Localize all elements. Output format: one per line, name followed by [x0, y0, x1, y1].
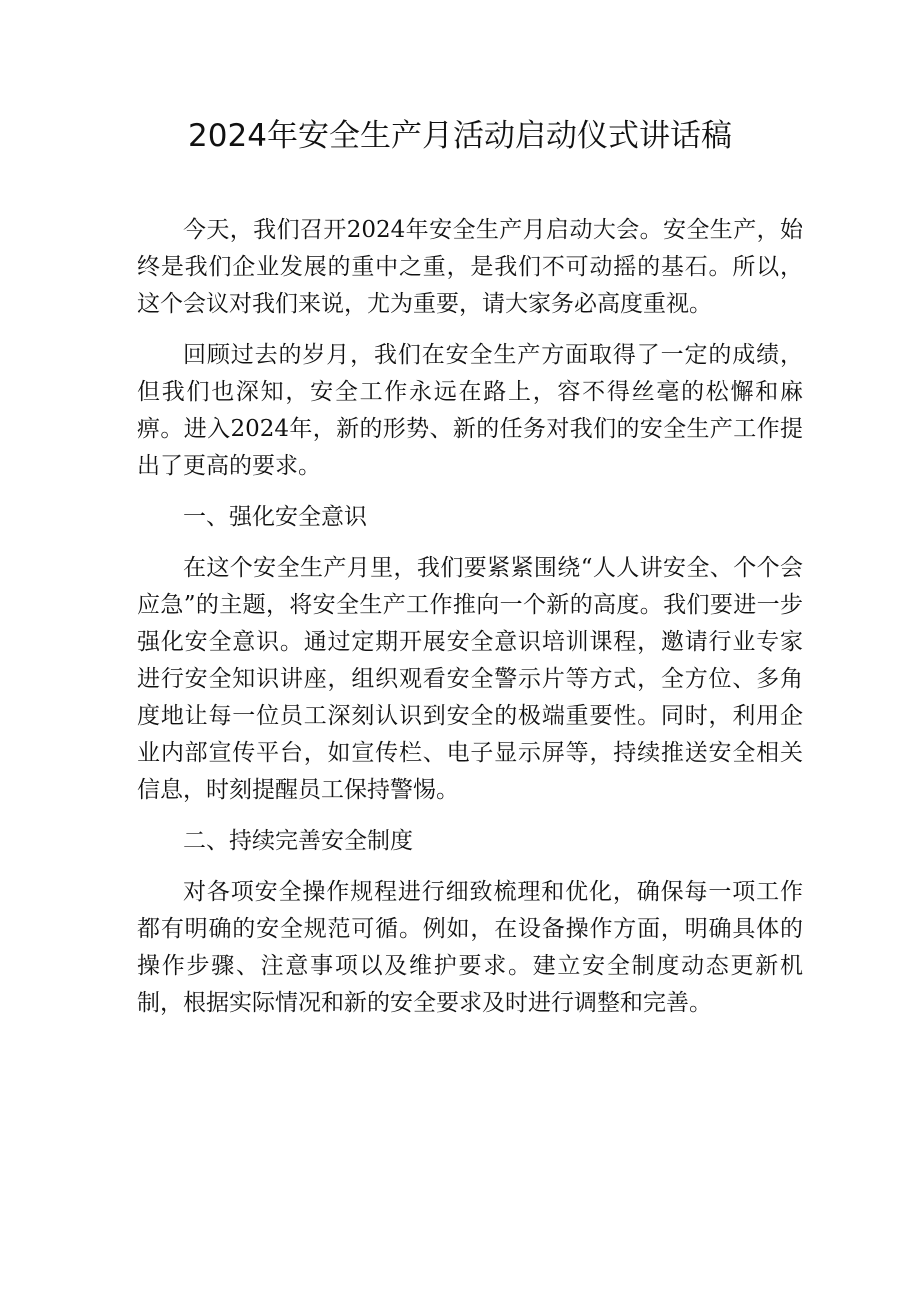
section-heading-2: 二、持续完善安全制度 — [183, 828, 413, 854]
document-title: 2024年安全生产月活动启动仪式讲话稿 — [188, 118, 732, 154]
section-heading-1: 一、强化安全意识 — [183, 504, 367, 530]
document-body — [137, 212, 803, 1036]
paragraph-opening: 今天，我们召开2024年安全生产月启动大会。安全生产，始终是我们企业发展的重中之重，是我们不可动摇的基石。所以，这个会议对我们来说，尤为重要，请大家务必高度重视。 — [137, 217, 803, 317]
paragraph-safety-awareness: 在这个安全生产月里，我们要紧紧围绕“人人讲安全、个个会应急”的主题，将安全生产工作推向一个新的高度。我们要进一步强化安全意识。通过定期开展安全意识培训课程，邀请行业专家进行安全知识讲座，组织观看安全警示片等方式，全方位、多角度地让每一位员工深刻认识到安全的极端重要性。同时，利用企业内部宣传平台，如宣传栏、电子显示屏等，持续推送安全相关信息，时刻提醒员工保持警惕。 — [137, 555, 803, 803]
paragraph-safety-system: 对各项安全操作规程进行细致梳理和优化，确保每一项工作都有明确的安全规范可循。例如，在设备操作方面，明确具体的操作步骤、注意事项以及维护要求。建立安全制度动态更新机制，根据实际情况和新的安全要求及时进行调整和完善。 — [137, 879, 803, 1016]
paragraph-review: 回顾过去的岁月，我们在安全生产方面取得了一定的成绩，但我们也深知，安全工作永远在路上，容不得丝毫的松懈和麻痹。进入2024年，新的形势、新的任务对我们的安全生产工作提出了更高的要求。 — [137, 342, 803, 479]
